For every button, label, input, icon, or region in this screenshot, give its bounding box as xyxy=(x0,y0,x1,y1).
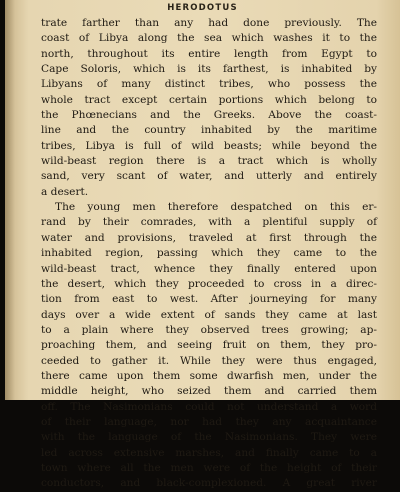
text-line: proaching them, and seeing fruit on them, they pro- xyxy=(41,339,377,352)
text-line: ceeded to gather it. While they were thus engaged, xyxy=(41,354,377,367)
text-line: tion from east to west. After journeying for many xyxy=(41,293,377,306)
paragraph-2 xyxy=(41,200,377,492)
text-line: tribes, Libya is full of wild beasts; while beyond the xyxy=(41,139,377,152)
text-line: line and the country inhabited by the maritime xyxy=(41,124,377,137)
text-line: to a plain where they observed trees growing; ap- xyxy=(41,323,377,336)
text-line: Cape Soloris, which is its farthest, is inhabited by xyxy=(41,63,377,76)
text-line: led across extensive marshes, and finally came to a xyxy=(41,446,377,459)
text-line: town where all the men were of the height of their xyxy=(41,461,377,474)
text-line: inhabited region, passing which they came to the xyxy=(41,247,377,260)
text-line: water and provisions, traveled at first through the xyxy=(41,231,377,244)
text-line: with the language of the Nasimonians. They were xyxy=(41,431,377,444)
text-line: rand by their comrades, with a plentiful supply of xyxy=(41,216,377,229)
text-line: Libyans of many distinct tribes, who possess the xyxy=(41,78,377,91)
text-line: a desert. xyxy=(41,185,89,198)
text-line: sand, very scant of water, and utterly and entirely xyxy=(41,170,377,183)
text-line: whole tract except certain portions which belong to xyxy=(41,93,377,106)
text-line: off. The Nasimonians could not understand a word xyxy=(41,400,377,413)
text-line: middle height, who seized them and carried them xyxy=(41,385,377,398)
text-line: the desert, which they proceeded to cross in a direc- xyxy=(41,277,377,290)
text-line: there came upon them some dwarfish men, under the xyxy=(41,369,377,382)
text-line: wild-beast region there is a tract which is wholly xyxy=(41,155,377,168)
text-line: conductors, and black-complexioned. A great river xyxy=(41,477,377,490)
book-page xyxy=(5,0,400,490)
text-line: of their language, nor had they any acquaintance xyxy=(41,415,377,428)
paragraph-1 xyxy=(41,16,377,200)
text-line: coast of Libya along the sea which washes it to the xyxy=(41,32,377,45)
text-line: The young men therefore despatched on this er- xyxy=(55,201,377,214)
text-line: days over a wide extent of sands they came at last xyxy=(41,308,377,321)
text-line: trate farther than any had done previously. The xyxy=(41,17,377,29)
text-line: wild-beast tract, whence they finally entered upon xyxy=(41,262,377,275)
text-line: north, throughout its entire length from Egypt to xyxy=(41,47,377,60)
running-head: HERODOTUS xyxy=(167,3,238,13)
body-text xyxy=(41,16,377,492)
text-line: the Phœnecians and the Greeks. Above the coast- xyxy=(41,109,377,122)
